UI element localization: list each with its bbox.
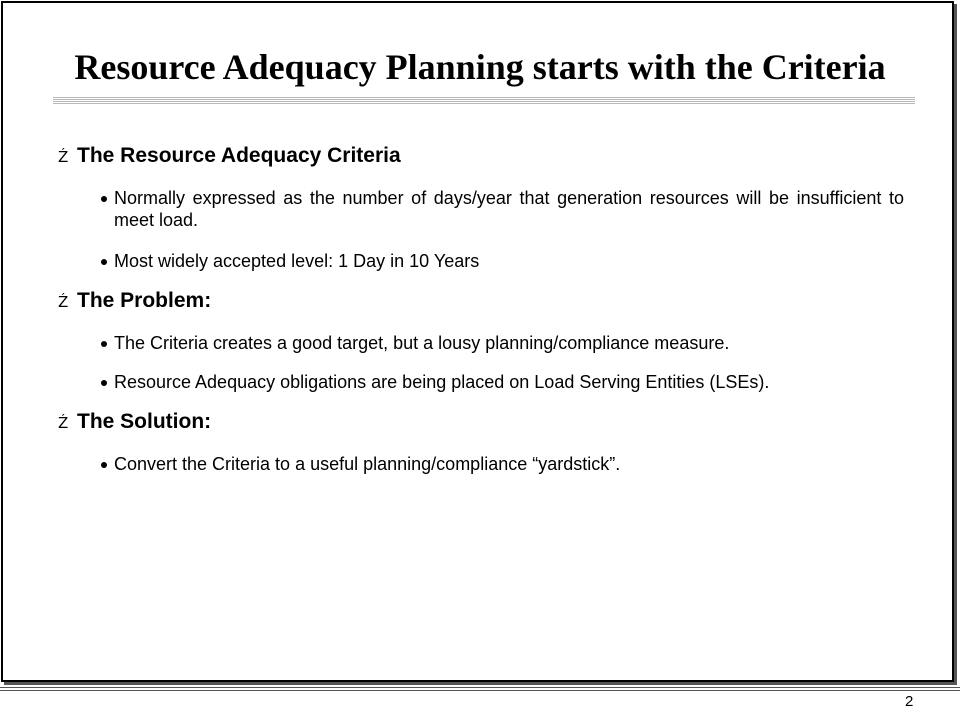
bullet-criteria-2: Most widely accepted level: 1 Day in 10 Years [58, 250, 904, 272]
bullet-problem-1: The Criteria creates a good target, but a lousy planning/compliance measure. [58, 332, 904, 354]
round-bullet-icon [101, 259, 107, 265]
slide-title: Resource Adequacy Planning starts with the Criteria [74, 47, 886, 87]
section-heading-problem: Ź The Problem: [58, 286, 904, 316]
section-heading-criteria: Ź The Resource Adequacy Criteria [58, 141, 904, 171]
z-bullet-icon: Ź [58, 148, 69, 166]
page-number: 2 [905, 693, 914, 710]
title-underline [53, 97, 915, 105]
bullet-solution-1: Convert the Criteria to a useful planning/compliance “yardstick”. [58, 453, 904, 475]
footer-rule [0, 687, 960, 691]
bullet-problem-2: Resource Adequacy obligations are being placed on Load Serving Entities (LSEs). [58, 371, 904, 393]
z-bullet-icon: Ź [58, 414, 69, 432]
round-bullet-icon [101, 196, 107, 202]
round-bullet-icon [101, 341, 107, 347]
bullet-criteria-1: Normally expressed as the number of days/year that generation resources will be insufficient to meet load. [58, 187, 904, 231]
round-bullet-icon [101, 380, 107, 386]
round-bullet-icon [101, 462, 107, 468]
z-bullet-icon: Ź [58, 293, 69, 311]
slide-content [58, 141, 904, 475]
section-heading-solution: Ź The Solution: [58, 407, 904, 437]
